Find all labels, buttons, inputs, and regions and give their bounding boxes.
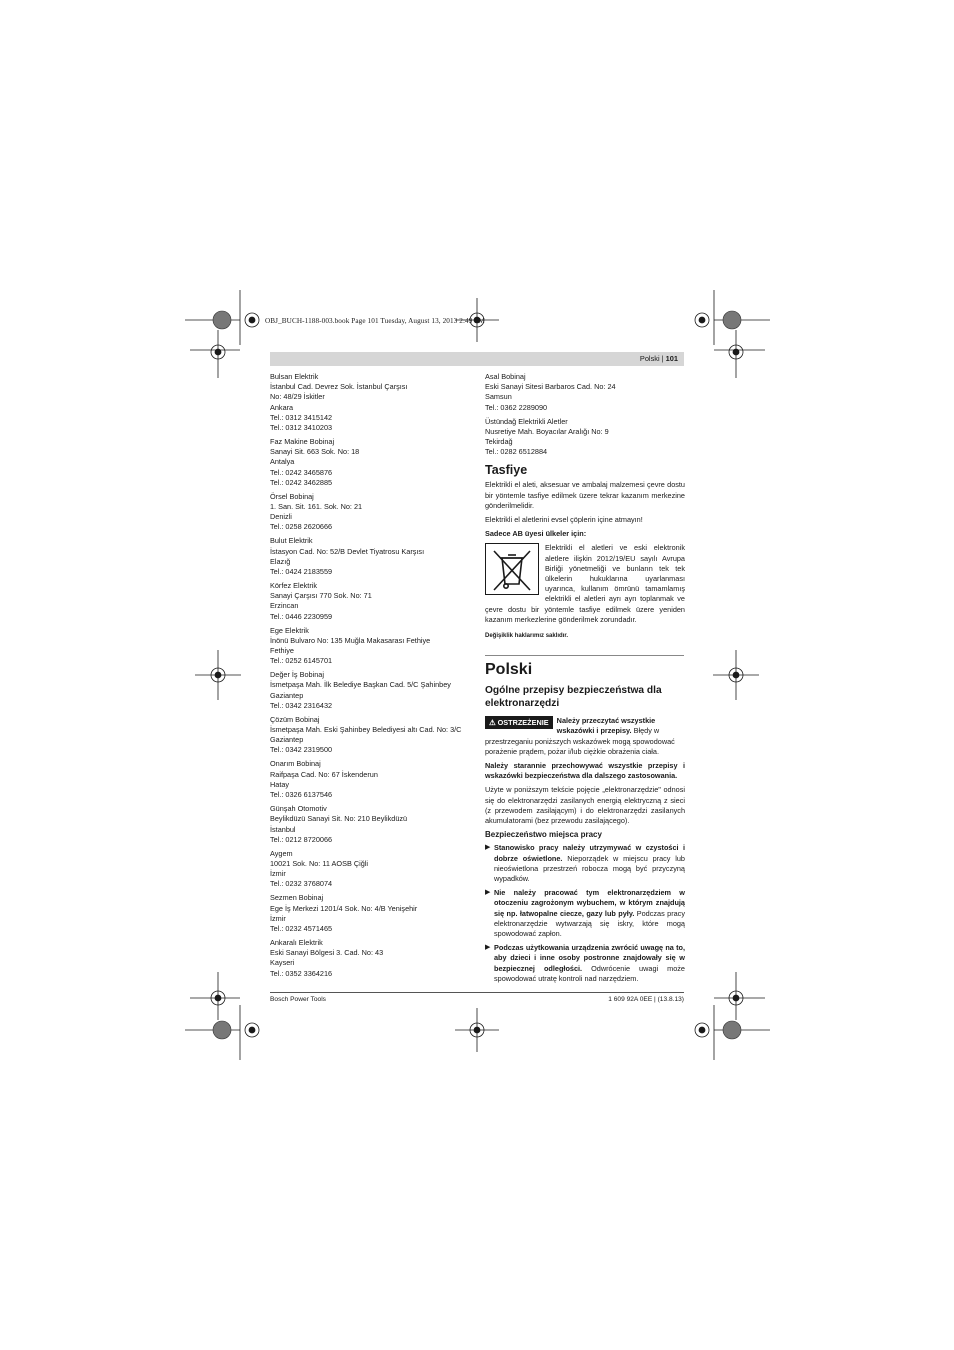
address-line: Antalya: [270, 457, 295, 467]
address-line: Tel.: 0446 2230959: [270, 611, 333, 621]
address-line: İnönü Bulvaro No: 135 Muğla Makasarası Fethiye: [270, 635, 431, 645]
warning-text: Błędy w przestrzeganiu poniższych wskazówek mogą spowodować porażenie prądem, pożar i/lub ciężkie obrażenia ciała.: [485, 726, 675, 756]
keep-instructions: Należy starannie przechowywać wszystkie przepisy i wskazówki bezpieczeństwa dla dalszego zastosowania.: [485, 761, 685, 781]
address-line: Çözüm Bobinaj: [270, 714, 320, 724]
address-entry: [270, 372, 470, 433]
address-line: Raifpaşa Cad. No: 67 İskenderun: [270, 769, 378, 779]
address-entry: [270, 849, 470, 890]
list-item: [485, 943, 685, 984]
address-entry: [270, 536, 470, 577]
address-line: Tel.: 0232 4571465: [270, 923, 333, 933]
address-line: Faz Makine Bobinaj: [270, 437, 335, 447]
address-line: Tel.: 0242 3465876: [270, 467, 333, 477]
address-line: Tekirdağ: [485, 437, 513, 447]
address-line: Günşah Otomotiv: [270, 804, 327, 814]
address-line: İzmir: [270, 869, 286, 879]
address-entry: [270, 715, 470, 756]
address-line: Körfez Elektrik: [270, 581, 318, 591]
warning-triangle-icon: ⚠: [489, 718, 496, 728]
definition-paragraph: Użyte w poniższym tekście pojęcie „elektronarzędzie" odnosi się do elektronarzędzi zasilanych energią elektryczną z sieci (z przewodem zasilającym) i do elektronarzędzi zasilanych akumulatorami (bez przewodu zasilającego).: [485, 785, 685, 826]
paragraph: Elektrikli el aletleri ve eski elektronik aletlere ilişkin 2012/19/EU sayılı Avrupa Birliği yönetmeliği ve bunların tek tek ülkelerin hukuklarına uyarlanması uyarınca, kullanım ömrünü tamamlamış elektrikli el aletleri ayrı ayrı toplanmak ve çevre dostu bir yöntemle tasfiye edilmek üzere yeniden kazanım merkezlerine gönderilmek zorundadır.: [485, 543, 685, 624]
address-line: Ankaralı Elektrik: [270, 937, 323, 947]
address-entry: [270, 670, 470, 711]
address-line: Aygem: [270, 848, 293, 858]
address-line: Asal Bobinaj: [485, 372, 526, 381]
bullet-bold: Stanowisko pracy należy utrzymywać w czystości i dobrze oświetlone.: [494, 843, 685, 863]
address-line: İzmir: [270, 913, 286, 923]
warning-block: [485, 716, 685, 757]
rights-reserved: Değişiklik haklarımız saklıdır.: [485, 633, 569, 640]
address-line: Bulsan Elektrik: [270, 372, 319, 381]
address-line: Tel.: 0312 3410203: [270, 423, 333, 433]
section-divider: [485, 655, 684, 656]
bullet-bold: Nie należy pracować tym elektronarzędziem w otoczeniu zagrożonym wybuchem, w którym znajdują się np. łatwopalne ciecze, gazy lub pyły.: [494, 888, 685, 918]
address-line: İsmetpaşa Mah. Eski Şahinbey Belediyesi altı Cad. No: 3/C: [270, 725, 462, 735]
address-line: İsmetpaşa Mah. İlk Belediye Başkan Cad. 5/C Şahinbey: [270, 680, 451, 690]
address-line: İstanbul: [270, 824, 296, 834]
address-line: Sezmen Bobinaj: [270, 893, 324, 903]
address-line: Tel.: 0312 3415142: [270, 412, 333, 422]
address-entry: [270, 437, 470, 488]
page-header-bar: [270, 352, 684, 366]
address-line: Tel.: 0342 2316432: [270, 700, 333, 710]
address-entry: [485, 372, 685, 413]
address-entry: [270, 492, 470, 533]
address-line: Ege İş Merkezi 1201/4 Sok. No: 4/B Yenişehir: [270, 903, 418, 913]
header-separator: |: [661, 354, 664, 363]
bullet-text: Odwrócenie uwagi może spowodować utratę kontroli nad narzędziem.: [494, 963, 685, 983]
address-entry: [270, 626, 470, 667]
address-line: Denizli: [270, 512, 292, 522]
address-line: 1. San. Sit. 161. Sok. No: 21: [270, 502, 363, 512]
section-heading-tasfiye: Tasfiye: [485, 463, 528, 478]
bullet-text: Podczas pracy elektronarzędzie wytwarzają się iskry, które mogą spowodować zapłon.: [494, 908, 685, 938]
address-line: Gaziantep: [270, 690, 304, 700]
address-line: No: 48/29 İskitler: [270, 392, 325, 402]
address-line: 10021 Sok. No: 11 AOSB Çiğli: [270, 858, 369, 868]
right-column: [485, 372, 685, 988]
address-line: Sanayi Sit. 663 Sok. No: 18: [270, 447, 360, 457]
address-line: Gaziantep: [270, 735, 304, 745]
address-line: Erzincan: [270, 601, 299, 611]
address-line: Bulut Elektrik: [270, 536, 313, 546]
address-line: Nusretiye Mah. Boyacılar Aralığı No: 9: [485, 426, 609, 436]
triangle-bullet-icon: ▶: [485, 944, 491, 952]
bullet-bold: Podczas użytkowania urządzenia zwrócić uwagę na to, aby dzieci i inne osoby postronne znajdowały się w bezpiecznej odległości.: [494, 943, 685, 973]
paragraph: Elektrikli el aleti, aksesuar ve ambalaj malzemesi çevre dostu bir yöntemle tasfiye edilmek üzere tekrar kazanım merkezine gönderilmelidir.: [485, 480, 685, 510]
address-line: Sanayi Çarşısı 770 Sok. No: 71: [270, 591, 372, 601]
address-line: Tel.: 0424 2183559: [270, 567, 333, 577]
list-item: [485, 888, 685, 939]
warning-badge: [485, 716, 553, 729]
address-line: Üstündağ Elektrikli Aletler: [485, 416, 568, 426]
eu-only-label: Sadece AB üyesi ülkeler için:: [485, 529, 587, 539]
page-number: 101: [665, 354, 678, 363]
address-line: Tel.: 0258 2620666: [270, 522, 333, 532]
print-line: OBJ_BUCH-1188-003.book Page 101 Tuesday, August 13, 2013 2:49 PM: [265, 317, 485, 325]
footer-brand: Bosch Power Tools: [270, 996, 326, 1003]
address-entry: [270, 938, 470, 979]
address-line: Ege Elektrik: [270, 625, 309, 635]
crossed-out-wheelie-bin-icon: [485, 543, 539, 595]
page-header: [640, 352, 684, 366]
address-line: Tel.: 0242 3462885: [270, 477, 333, 487]
header-language: Polski: [639, 354, 660, 363]
section-heading-polski: Polski: [485, 661, 533, 679]
address-line: Örsel Bobinaj: [270, 491, 314, 501]
address-line: Tel.: 0326 6137546: [270, 790, 333, 800]
address-line: Tel.: 0212 8720066: [270, 834, 333, 844]
triangle-bullet-icon: ▶: [485, 889, 491, 897]
triangle-bullet-icon: ▶: [485, 844, 491, 852]
address-line: Ankara: [270, 402, 294, 412]
address-entry: [485, 417, 685, 458]
address-line: Tel.: 0252 6145701: [270, 656, 333, 666]
footer-doc-code: 1 609 92A 0EE | (13.8.13): [608, 996, 684, 1003]
address-line: Beylikdüzü Sanayi Sit. No: 210 Beylikdüzü: [270, 814, 408, 824]
address-line: Tel.: 0282 6512884: [485, 447, 548, 457]
address-line: Eski Sanayi Bölgesi 3. Cad. No: 43: [270, 948, 384, 958]
address-line: Fethiye: [270, 646, 294, 656]
subheading-safety: Ogólne przepisy bezpieczeństwa dla elektronarzędzi: [485, 685, 662, 709]
bullet-text: Nieporządek w miejscu pracy lub nieoświetlona przestrzeń robocza mogą być przyczyną wypadków.: [494, 853, 685, 883]
address-entry: [270, 581, 470, 622]
address-line: Tel.: 0352 3364216: [270, 968, 333, 978]
address-line: Eski Sanayi Sitesi Barbaros Cad. No: 24: [485, 382, 616, 392]
address-line: Tel.: 0342 2319500: [270, 745, 333, 755]
left-column: [270, 372, 470, 983]
address-line: Tel.: 0232 3768074: [270, 879, 333, 889]
workplace-heading: Bezpieczeństwo miejsca pracy: [485, 830, 602, 840]
warning-badge-label: OSTRZEŻENIE: [497, 718, 549, 728]
address-entry: [270, 893, 470, 934]
warning-bold: Należy przeczytać wszystkie wskazówki i przepisy.: [556, 716, 656, 736]
list-item: [485, 843, 685, 884]
address-entry: [270, 759, 470, 800]
paragraph: Elektrikli el aletlerini evsel çöplerin içine atmayın!: [485, 515, 643, 525]
address-line: Samsun: [485, 392, 512, 402]
address-line: Hatay: [270, 779, 290, 789]
address-line: Kayseri: [270, 958, 295, 968]
address-line: İstanbul Cad. Devrez Sok. İstanbul Çarşısı: [270, 382, 408, 392]
address-line: İstasyon Cad. No: 52/B Devlet Tiyatrosu Karşısı: [270, 546, 425, 556]
page-footer: [270, 992, 684, 1003]
address-entry: [270, 804, 470, 845]
address-line: Tel.: 0362 2289090: [485, 402, 548, 412]
address-line: Elazığ: [270, 556, 291, 566]
address-line: Değer İş Bobinaj: [270, 670, 324, 680]
address-line: Onarım Bobinaj: [270, 759, 321, 769]
